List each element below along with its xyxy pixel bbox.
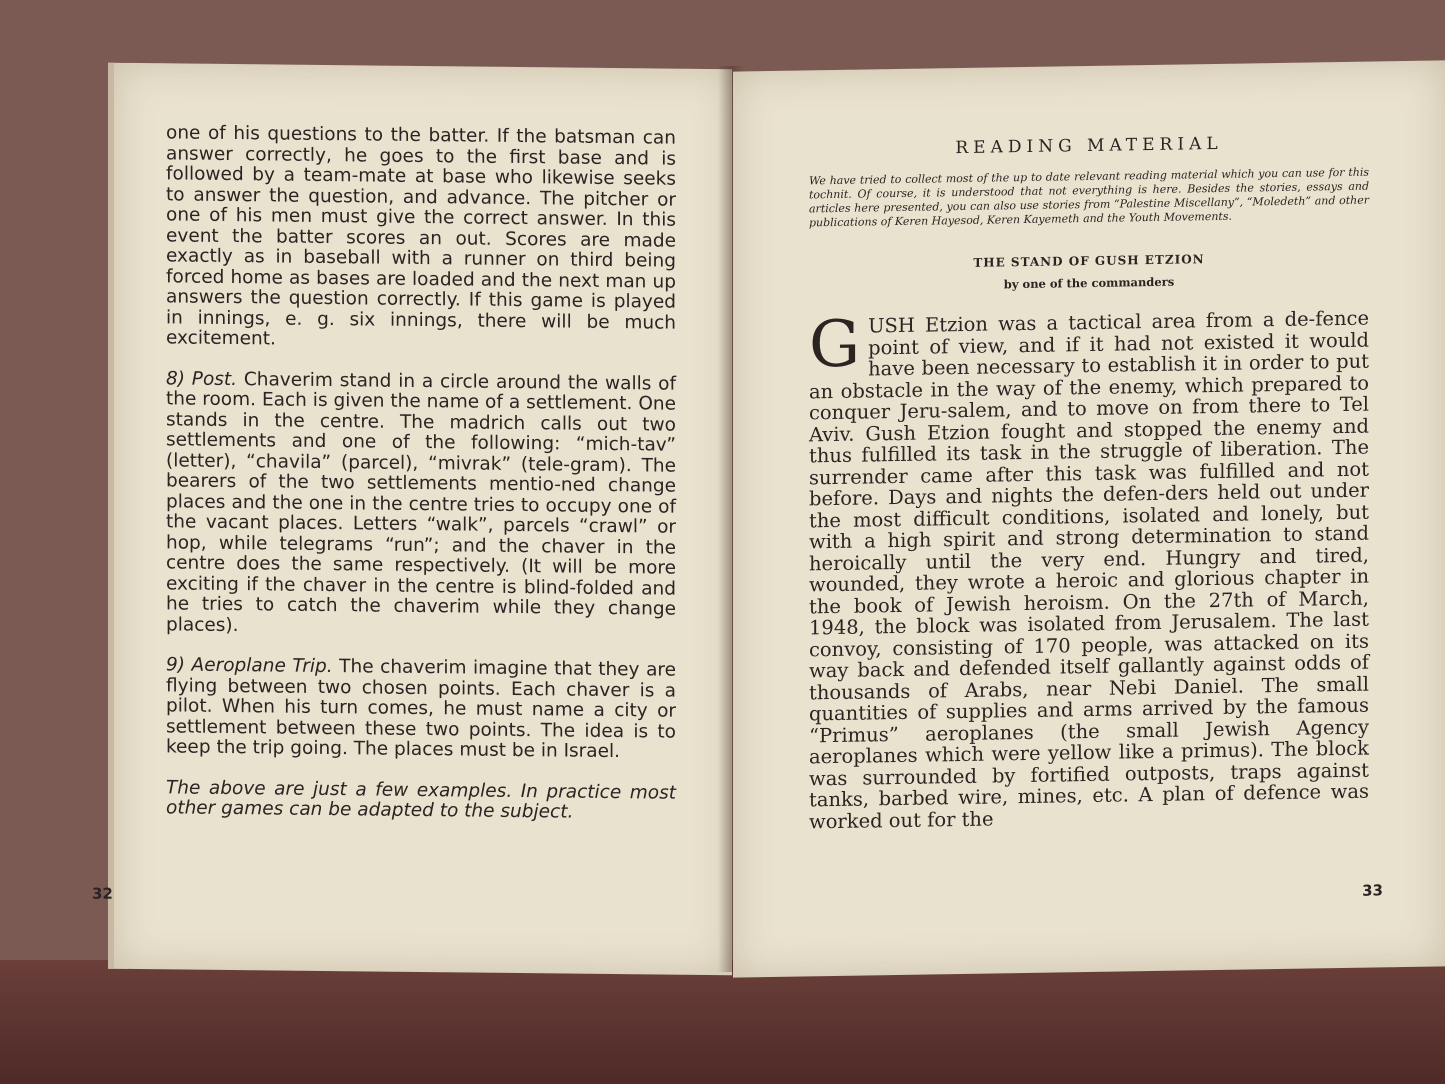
paragraph-aeroplane-trip xyxy=(166,655,676,763)
section-heading: READING MATERIAL xyxy=(955,133,1223,159)
left-page xyxy=(92,63,732,976)
book-cover xyxy=(0,960,1445,1084)
game-text-post: Chaverim stand in a circle around the walls of the room. Each is given the name of a settlement. One stands in the centre. The madrich calls out two settlements and one of the following: “mich-tav” (letter), “chavila” (parcel), “mivrak” (tele-gram). The bearers of the two settlements mentio-ned change places and the one in the centre tries to occupy one of the vacant places. Letters “walk”, parcels “crawl” or hop, while telegrams “run”; and the chaver in the centre does the same respectively. (It will be more exciting if the chaver in the centre is blind-folded and he tries to catch the chaverim while they change places). xyxy=(166,368,676,636)
game-text-aeroplane: The chaverim imagine that they are flying between two chosen points. Each chaver is a pilot. When his turn comes, he must name a city or settlement between these two points. The idea is to keep the trip going. The places must be in Israel. xyxy=(166,656,676,763)
game-label-post: 8) Post. xyxy=(166,367,238,390)
page-number-left: 32 xyxy=(92,884,113,903)
story-title: THE STAND OF GUSH ETZION xyxy=(973,252,1205,270)
paragraph-post-game xyxy=(166,369,676,641)
right-text-column xyxy=(809,132,1369,853)
intro-note: We have tried to collect most of the up to date relevant reading material which you can use for this tochnit. Of course, it is understood that not everything is here. Besides the stories, essays and articles here presented, you can also use stories from “Palestine Miscellany”, “Moledeth” and other publications of Keren Hayesod, Keren Kayemeth and the Youth Movements. xyxy=(809,165,1369,230)
drop-cap: G xyxy=(809,307,861,383)
story-body-text: USH Etzion was a tactical area from a de-fence point of view, and if it had not existed it would have been necessary to establish it in order to put an obstacle in the way of the enemy, which prepared to conquer Jeru-salem, and to move on from there to Tel Aviv. Gush Etzion fought and stopped the enemy and thus fulfilled its task in the struggle of liberation. The surrender came after this task was fulfilled and not before. Days and nights the defen-ders held out under the most difficult conditions, isolated and lonely, but with a high spirit and strong determination to stand heroically until the very end. Hungry and tired, wounded, they wrote a heroic and glorious chapter in the book of Jewish heroism. On the 27th of March, 1948, the block was isolated from Jerusalem. The last convoy, consisting of 170 people, was attacked on its way back and defended itself gallantly against odds of thousands of Arabs, near Nebi Daniel. The small quantities of supplies and arms arrived by the famous “Primus” aeroplanes (the small Jewish Agency aeroplanes which were yellow like a primus). The block was surrounded by fortified outposts, traps against tanks, barbed wire, mines, etc. A plan of defence was worked out for the xyxy=(809,306,1369,833)
game-label-aeroplane: 9) Aeroplane Trip. xyxy=(166,654,333,678)
story-byline: by one of the commanders xyxy=(1003,274,1175,292)
page-number-right: 33 xyxy=(1362,881,1383,900)
story-body xyxy=(809,308,1369,833)
closing-note: The above are just a few examples. In practice most other games can be adapted to the subject. xyxy=(166,776,676,823)
paragraph-continued: one of his questions to the batter. If the batsman can answer correctly, he goes to the first base and is followed by a team-mate at base who likewise seeks to answer the question, and advance. The pitcher or one of his men must give the correct answer. In this event the batter scores an out. Scores are made exactly as in baseball with a runner on third being forced home as bases are loaded and the next man up answers the question correctly. If this game is played in innings, e. g. six innings, there will be much excitement. xyxy=(166,122,676,350)
right-page xyxy=(733,60,1445,977)
left-text-column xyxy=(166,123,676,844)
